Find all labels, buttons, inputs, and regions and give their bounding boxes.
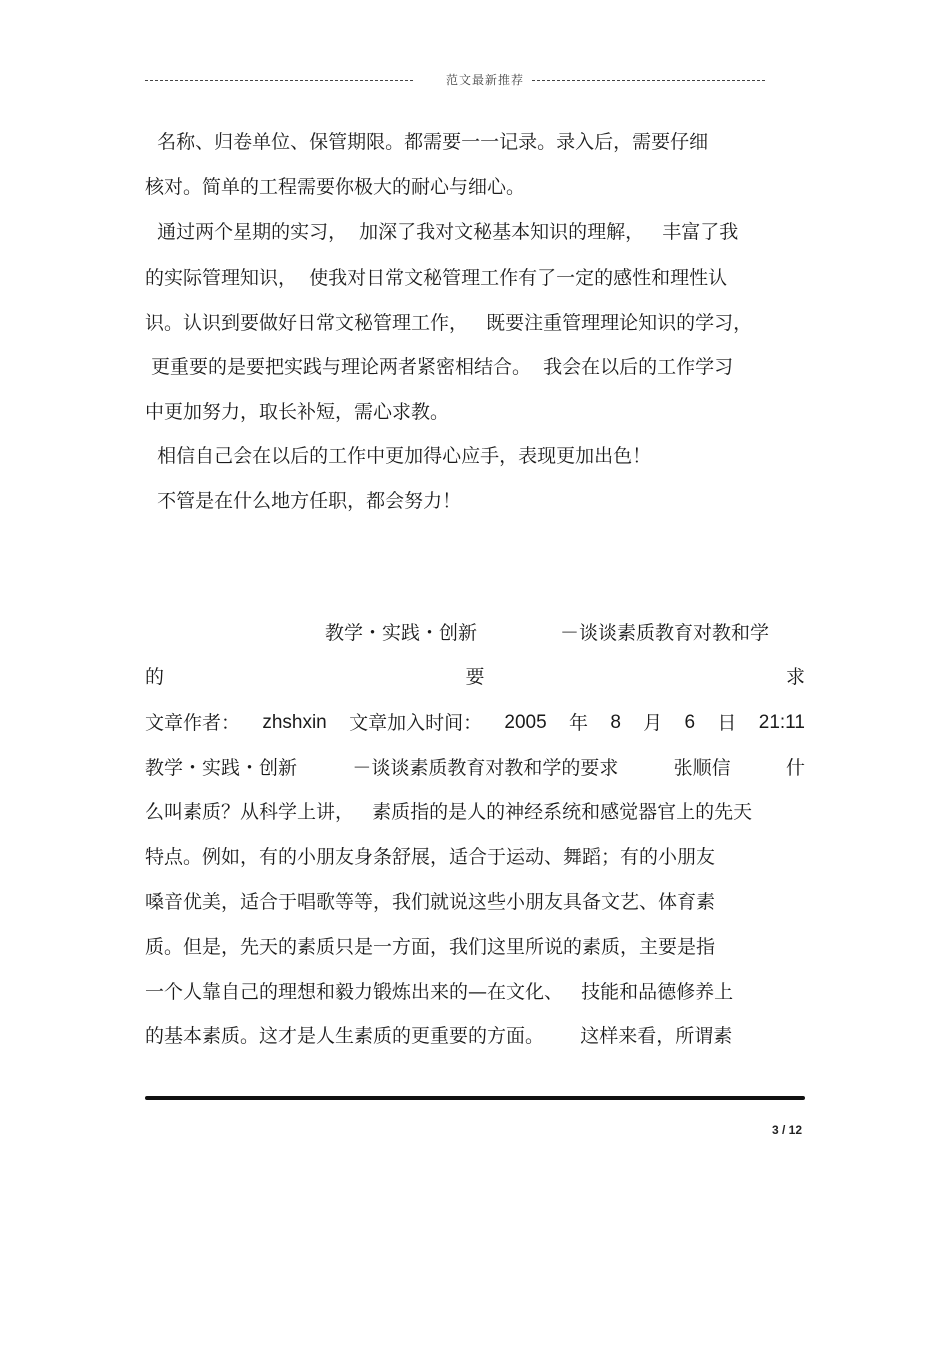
article-title-part1: 教学・实践・创新	[325, 622, 478, 644]
text-line: 识。认识到要做好日常文秘管理工作， 既要注重管理理论知识的学习，	[145, 312, 753, 334]
text-line: 不管是在什么地方任职，都会努力！	[145, 490, 462, 512]
text-line: 特点。例如，有的小朋友身条舒展，适合于运动、舞蹈；有的小朋友	[145, 846, 716, 868]
text-line: 的基本素质。这才是人生素质的更重要的方面。 这样来看，所谓素	[145, 1025, 733, 1047]
meta-time-label: 文章加入时间：	[349, 712, 483, 734]
text-line: 嗓音优美，适合于唱歌等等，我们就说这些小朋友具备文艺、体育素	[145, 891, 716, 913]
title-char: 要	[465, 666, 485, 688]
text-line: 中更加努力，取长补短，需心求教。	[145, 401, 450, 423]
article-title-part2: －谈谈素质教育对教和学	[560, 622, 770, 644]
meta-clock: 21:11	[758, 712, 805, 733]
meta-year-unit: 年	[568, 712, 588, 734]
text-line: 么叫素质？从科学上讲， 素质指的是人的神经系统和感觉器官上的先天	[145, 801, 753, 823]
meta-author: zhshxin	[262, 712, 327, 733]
footer-rule	[145, 1096, 805, 1100]
meta-month-unit: 月	[643, 712, 663, 734]
meta-day-unit: 日	[717, 712, 737, 734]
line-start: 什	[785, 757, 805, 779]
title-char: 求	[785, 666, 805, 688]
page-number: 3 / 12	[772, 1123, 803, 1137]
header-rule-left	[145, 80, 413, 81]
article-meta	[145, 711, 805, 735]
text-line: 更重要的是要把实践与理论两者紧密相结合。 我会在以后的工作学习	[145, 356, 734, 378]
line-title: 教学・实践・创新	[145, 757, 298, 779]
text-line: 通过两个星期的实习， 加深了我对文秘基本知识的理解， 丰富了我	[145, 221, 739, 243]
text-line: 名称、归卷单位、保管期限。都需要一一记录。录入后，需要仔细	[145, 131, 709, 153]
line-subtitle: －谈谈素质教育对教和学的要求	[352, 757, 619, 779]
title-char: 的	[145, 666, 165, 688]
article-title-line2	[145, 665, 805, 689]
meta-author-label: 文章作者：	[145, 712, 241, 734]
text-line: 质。但是，先天的素质只是一方面，我们这里所说的素质，主要是指	[145, 936, 716, 958]
meta-year: 2005	[504, 712, 547, 733]
header-rule-right	[532, 80, 765, 81]
text-line: 的实际管理知识， 使我对日常文秘管理工作有了一定的感性和理性认	[145, 267, 728, 289]
meta-day: 6	[684, 712, 696, 733]
text-line: 相信自己会在以后的工作中更加得心应手，表现更加出色！	[145, 445, 652, 467]
line-author: 张顺信	[673, 757, 731, 779]
text-line: 核对。简单的工程需要你极大的耐心与细心。	[145, 176, 526, 198]
text-line: 一个人靠自己的理想和毅力锻炼出来的—在文化、 技能和品德修养上	[145, 981, 734, 1003]
article-line	[145, 756, 805, 780]
meta-month: 8	[610, 712, 621, 733]
header-title: 范文最新推荐	[446, 73, 525, 87]
